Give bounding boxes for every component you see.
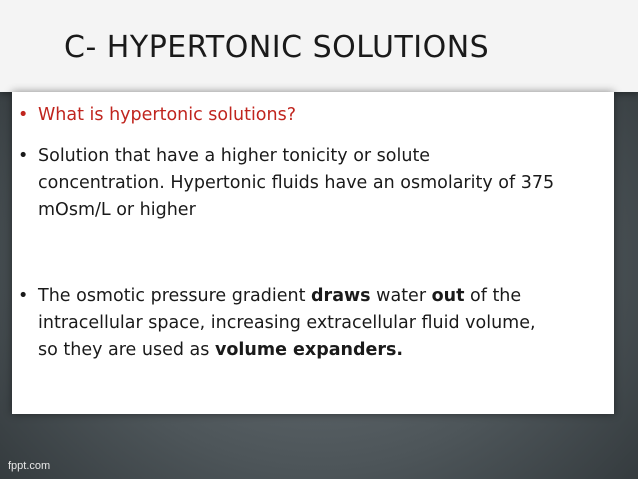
- bullet-dot-icon: •: [18, 146, 29, 166]
- content-box: [12, 92, 614, 414]
- bullet-osmotic: [18, 283, 558, 364]
- text-run: of the intracellular space, increasing extracellular fluid volume, so they are used as: [38, 286, 536, 360]
- bold-text-volume-expanders: volume expanders.: [214, 340, 404, 360]
- text-run: The osmotic pressure gradient: [38, 286, 312, 306]
- bullet-question: [18, 102, 558, 129]
- slide-title: C- HYPERTONIC SOLUTIONS: [64, 30, 490, 65]
- text-run: water: [370, 286, 432, 306]
- bullet-osmotic-text: [38, 283, 558, 364]
- bold-text-out: out: [431, 286, 465, 306]
- bullet-definition: [18, 143, 558, 224]
- footer-brand: fppt.com: [8, 460, 51, 472]
- bold-text-draws: draws: [311, 286, 371, 306]
- bullet-dot-icon: •: [18, 105, 29, 125]
- bullet-dot-icon: •: [18, 286, 29, 306]
- bullet-question-text: What is hypertonic solutions?: [38, 105, 297, 125]
- bullet-definition-text: Solution that have a higher tonicity or solute concentration. Hypertonic fluids have an osmolarity of 375 mOsm/L or higher: [38, 146, 555, 220]
- title-bar: [0, 0, 638, 92]
